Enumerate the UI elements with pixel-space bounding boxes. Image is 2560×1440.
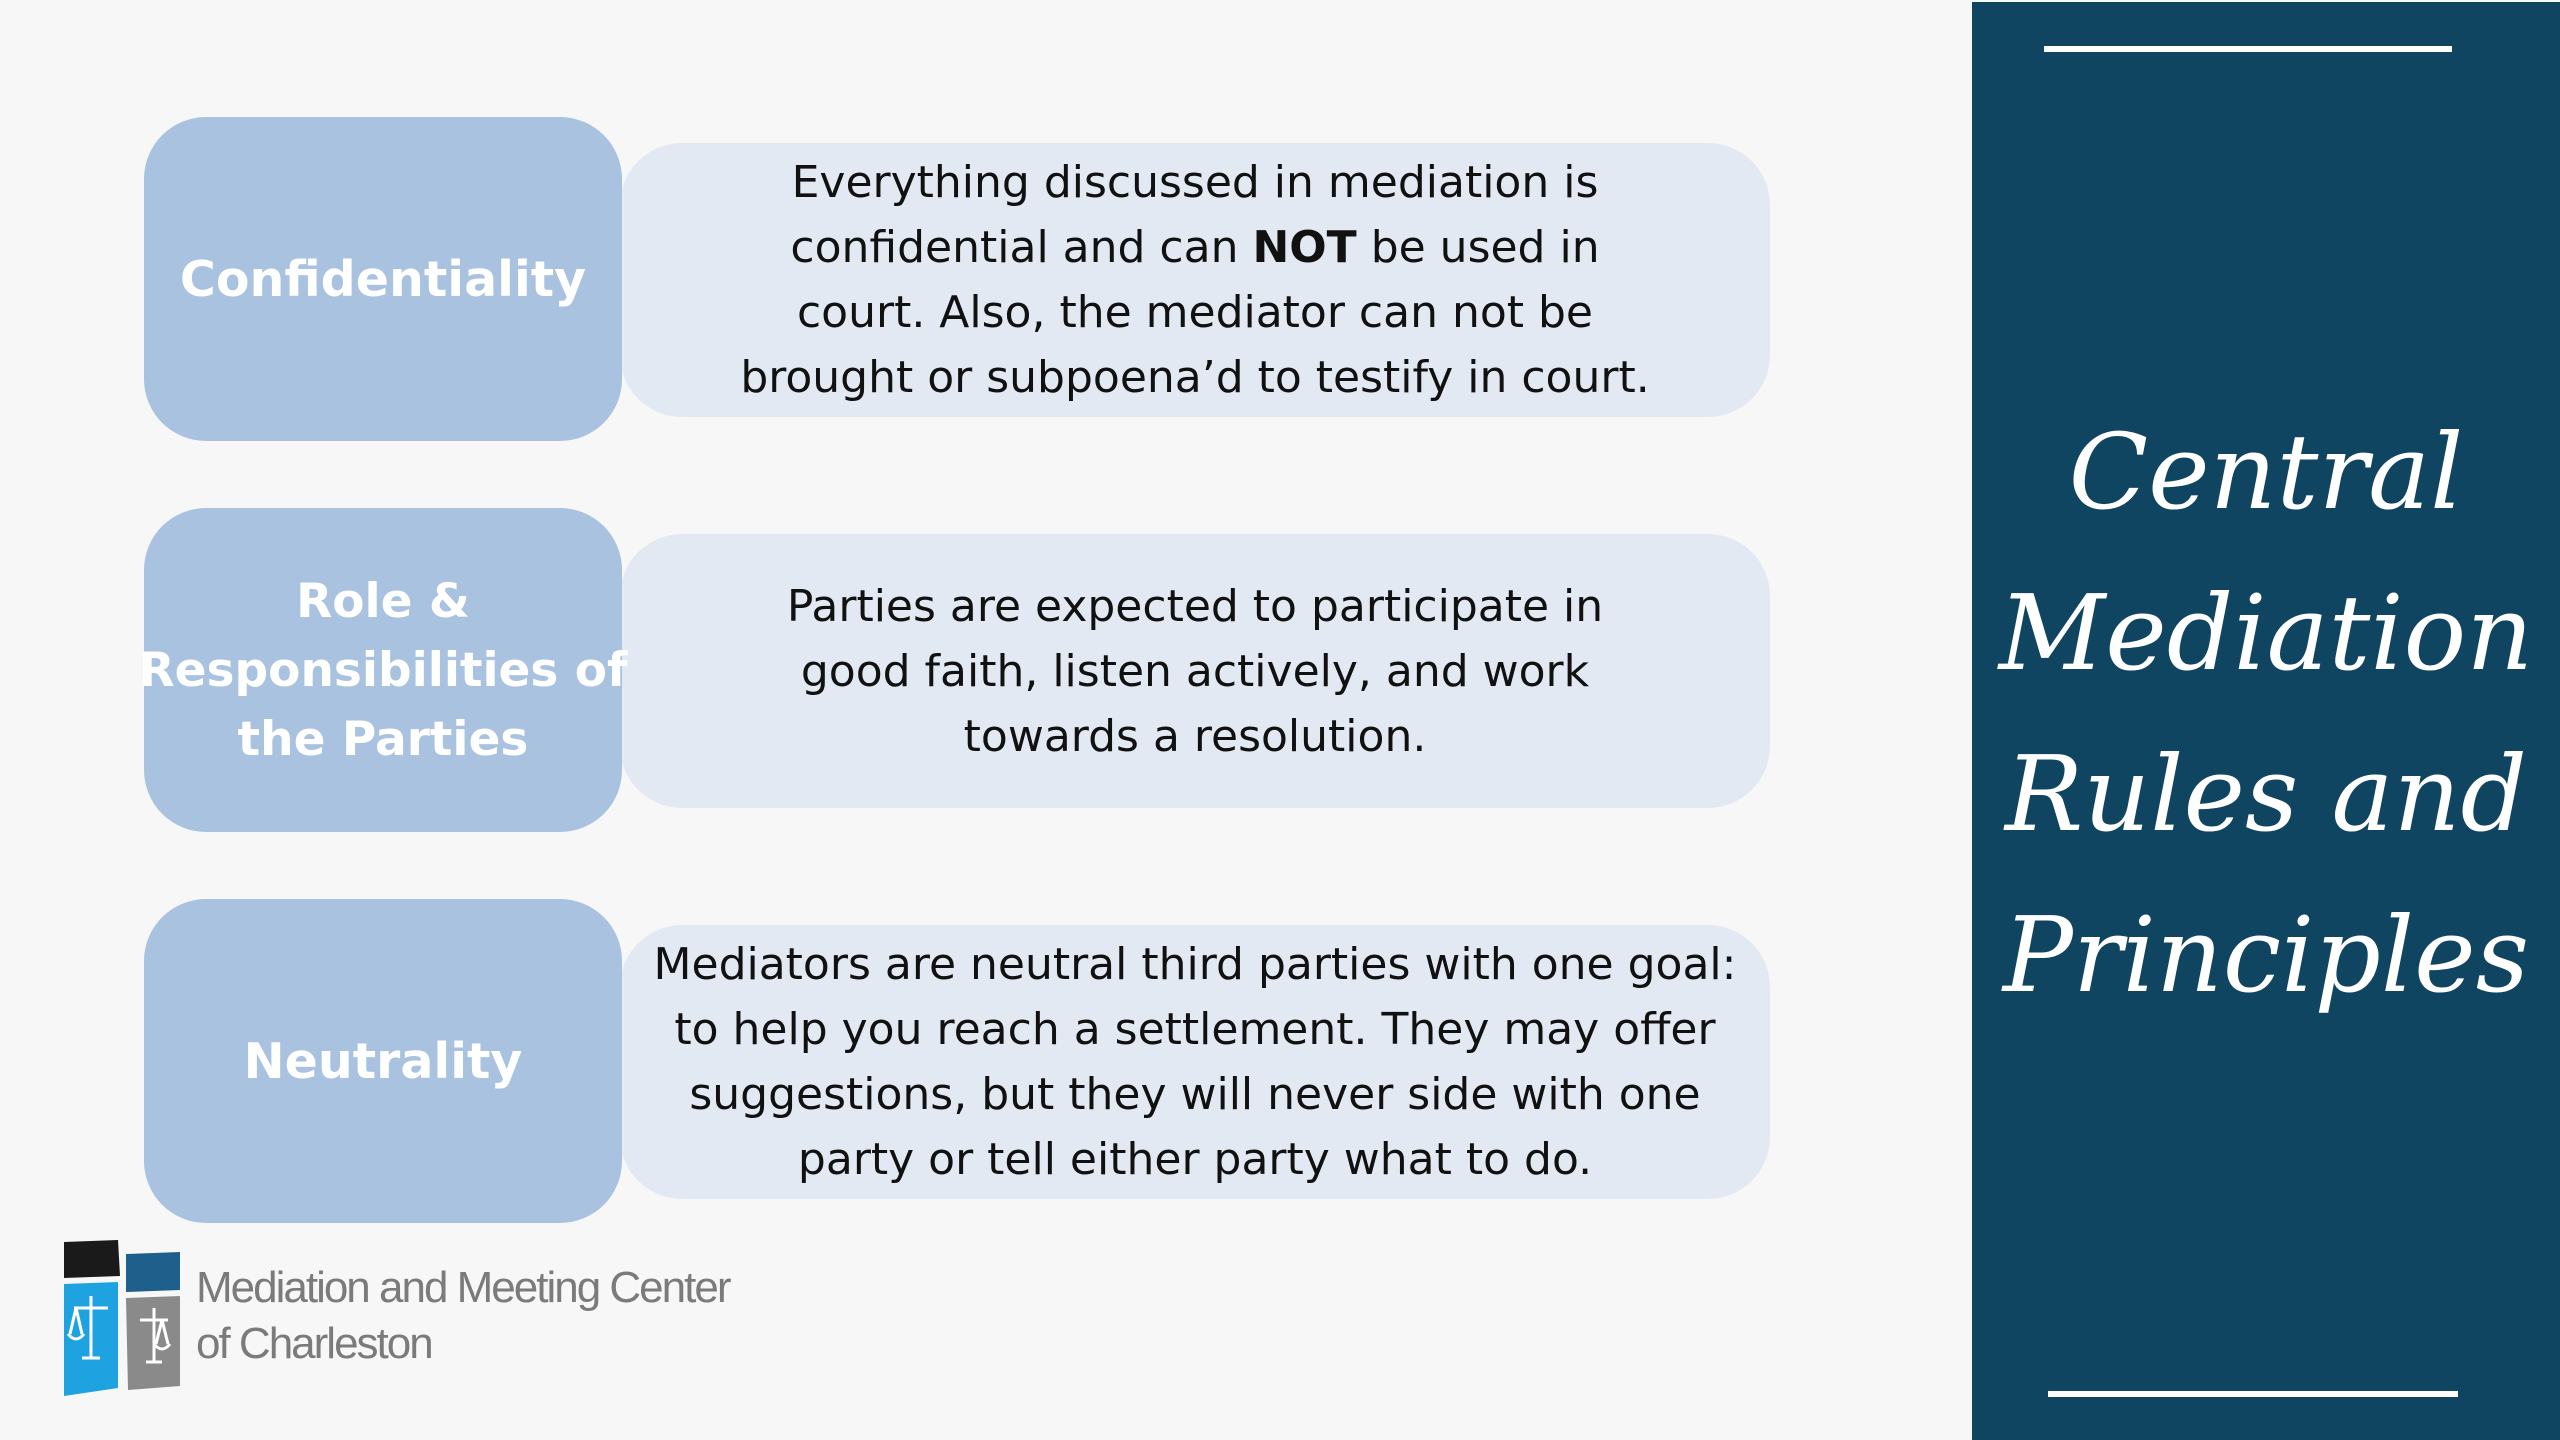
rule-label-line: Responsibilities of: [138, 642, 628, 698]
rule-description-box: [620, 143, 1770, 417]
title-panel: [1972, 2, 2560, 1440]
description-text: be used in: [1356, 222, 1600, 273]
rule-label-line: Role &: [296, 573, 470, 629]
rule-description-box: [620, 925, 1770, 1199]
divider-bottom: [2048, 1391, 2458, 1397]
organization-name: [196, 1260, 729, 1372]
emphasis-text: NOT: [1252, 222, 1357, 273]
rule-description-line: towards a resolution.: [963, 710, 1427, 762]
rule-description-line: good faith, listen actively, and work: [800, 645, 1590, 697]
rule-description-line: [790, 215, 1599, 280]
rule-description-line: Everything discussed in mediation is: [791, 157, 1599, 208]
rule-description-line: Mediators are neutral third parties with one goal:: [653, 939, 1737, 990]
rule-description-line: court. Also, the mediator can not be: [796, 287, 1594, 338]
rule-label: Neutrality: [243, 1032, 523, 1090]
rule-description-line: party or tell either party what to do.: [797, 1134, 1593, 1185]
slide-title-line: Rules and: [2004, 733, 2528, 855]
slide-title-line: Principles: [2002, 894, 2530, 1016]
organization-logo: [62, 1238, 762, 1398]
rule-label-box: [144, 117, 622, 441]
rule-label-box: [138, 508, 628, 832]
divider-top: [2044, 46, 2452, 52]
description-text: confidential and can: [790, 222, 1253, 273]
rule-label-box: [144, 899, 622, 1223]
rule-description-line: brought or subpoena’d to testify in court.: [740, 352, 1650, 403]
rule-description-line: to help you reach a settlement. They may offer: [674, 1004, 1716, 1055]
slide-title-line: Mediation: [1998, 572, 2534, 694]
rule-description-box: [620, 534, 1770, 808]
rule-description-line: suggestions, but they will never side with one: [689, 1069, 1701, 1120]
scales-of-justice-icon: [62, 1238, 182, 1398]
rule-label-line: the Parties: [237, 711, 529, 767]
organization-name-line: Mediation and Meeting Center: [196, 1263, 730, 1312]
rule-label: Confidentiality: [179, 250, 587, 308]
organization-name-line: of Charleston: [196, 1319, 432, 1368]
rule-description-line: Parties are expected to participate in: [786, 580, 1604, 632]
slide-title: [1972, 392, 2560, 1036]
slide-title-line: Central: [2068, 411, 2464, 533]
